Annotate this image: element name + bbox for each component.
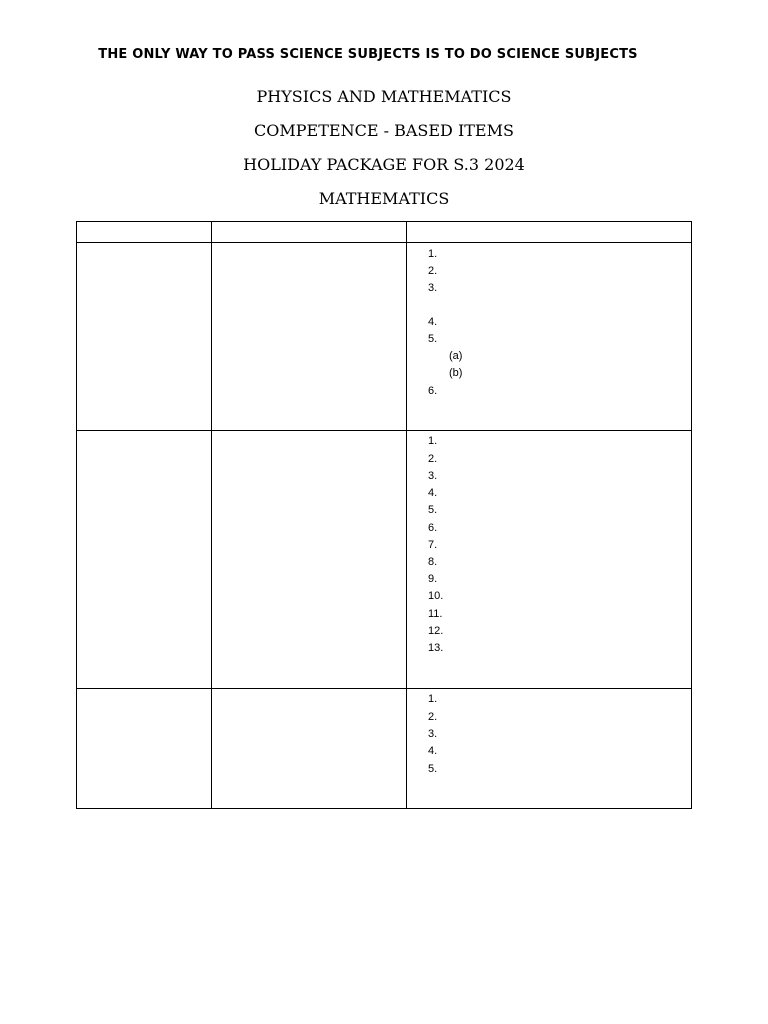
row-2-item-6: 6. xyxy=(428,522,438,534)
row-2-item-10: 10. xyxy=(428,590,444,602)
table-header-divider xyxy=(77,242,691,243)
items-table xyxy=(76,221,692,809)
document-title-line-2: COMPETENCE - BASED ITEMS xyxy=(254,121,514,140)
row-1-item-2: 2. xyxy=(428,265,438,277)
document-title-line-1: PHYSICS AND MATHEMATICS xyxy=(256,87,512,106)
row-3-item-1: 1. xyxy=(428,693,438,705)
row-2-item-11: 11. xyxy=(428,608,443,620)
row-3-item-2: 2. xyxy=(428,711,438,723)
row-2-item-12: 12. xyxy=(428,625,444,637)
subject-heading: MATHEMATICS xyxy=(318,189,450,208)
row-1-item-5: 5. xyxy=(428,333,438,345)
table-column-divider-1 xyxy=(211,222,212,808)
row-2-item-5: 5. xyxy=(428,504,438,516)
row-2-item-13: 13. xyxy=(428,642,444,654)
row-2-item-3: 3. xyxy=(428,470,438,482)
row-1-item-4: 4. xyxy=(428,316,438,328)
table-row-divider-2 xyxy=(77,688,691,689)
row-1-item-5a: (a) xyxy=(449,350,463,362)
row-1-item-5b: (b) xyxy=(449,367,463,379)
row-3-item-4: 4. xyxy=(428,745,438,757)
row-2-item-7: 7. xyxy=(428,539,438,551)
row-1-item-3: 3. xyxy=(428,282,438,294)
row-2-item-8: 8. xyxy=(428,556,438,568)
row-3-item-5: 5. xyxy=(428,763,438,775)
table-column-divider-2 xyxy=(406,222,407,808)
row-3-item-3: 3. xyxy=(428,728,438,740)
row-2-item-4: 4. xyxy=(428,487,438,499)
row-1-item-6: 6. xyxy=(428,385,438,397)
table-row-divider-1 xyxy=(77,430,691,431)
row-2-item-9: 9. xyxy=(428,573,438,585)
row-2-item-1: 1. xyxy=(428,435,438,447)
document-title-line-3: HOLIDAY PACKAGE FOR S.3 2024 xyxy=(243,155,525,174)
row-2-item-2: 2. xyxy=(428,453,438,465)
motto-banner: THE ONLY WAY TO PASS SCIENCE SUBJECTS IS TO DO SCIENCE SUBJECTS xyxy=(98,47,638,62)
row-1-item-1: 1. xyxy=(428,248,438,260)
